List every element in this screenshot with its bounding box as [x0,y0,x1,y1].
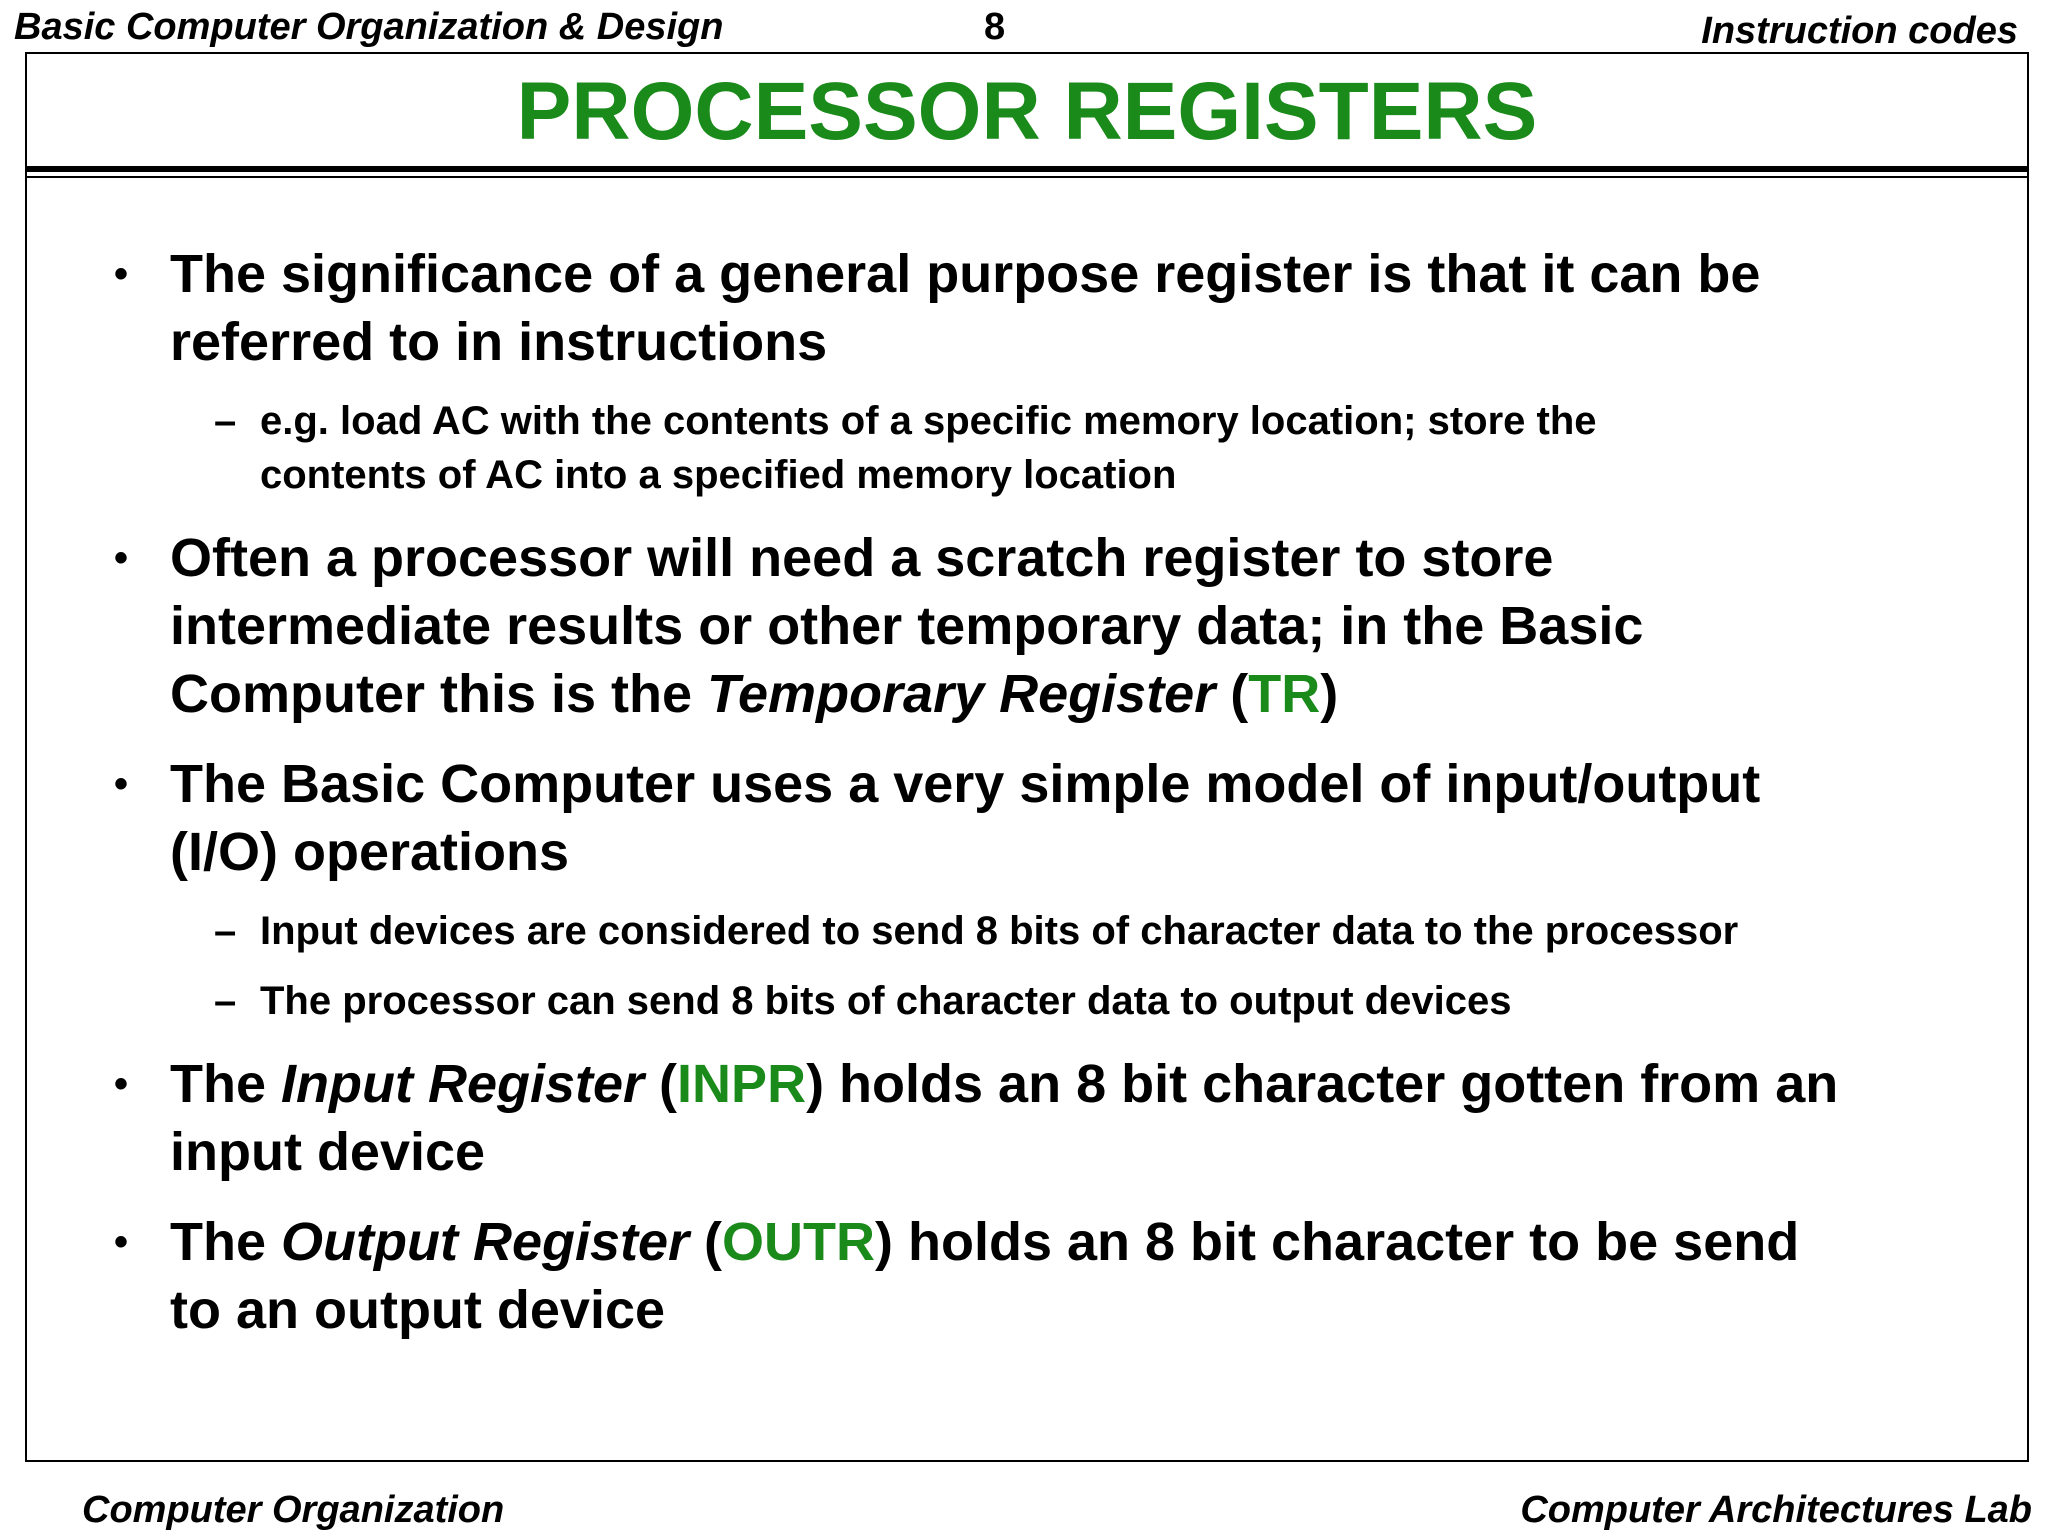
slide-frame [25,52,2029,1462]
bullet-input-register [114,1050,1990,1186]
sub-bullet-line: contents of AC into a specified memory location [260,453,1177,497]
bullet-line: input device [170,1122,486,1182]
bullet-text: The [170,1212,282,1272]
footer-right: Computer Architectures Lab [1520,1489,2032,1531]
sub-bullet-line: e.g. load AC with the contents of a specific memory location; store the [260,399,1597,443]
term-temporary-register: Temporary Register [707,664,1216,724]
sub-bullet-output-devices [214,974,2020,1028]
sub-bullet-input-devices [214,904,2020,958]
bullet-line: The Basic Computer uses a very simple model of input/output [170,754,1761,814]
sub-bullet-dash: – [214,909,237,953]
bullet-text: The [170,1054,282,1114]
sub-bullet-line: The processor can send 8 bits of character data to output devices [260,979,1512,1023]
bullet-output-register [114,1208,1990,1344]
sub-bullet-dash: – [214,399,237,443]
bullet-line: referred to in instructions [170,312,828,372]
header-section-title: Instruction codes [1701,10,2018,52]
bullet-temporary-register [114,524,1990,728]
bullet-line: (I/O) operations [170,822,570,882]
bullet-text: ) [1320,664,1339,724]
bullet-text: ( [644,1054,678,1114]
bullet-line: The significance of a general purpose register is that it can be [170,244,1761,304]
bullet-io-model [114,750,1990,886]
bullet-text: ( [1215,664,1249,724]
term-input-register: Input Register [281,1054,645,1114]
bullet-line [170,1050,1990,1118]
bullet-dot: • [114,1062,129,1106]
footer-left: Computer Organization [82,1489,505,1531]
bullet-line: intermediate results or other temporary data; in the Basic [170,596,1644,656]
bullet-text: ( [689,1212,723,1272]
bullet-dot: • [114,252,129,296]
bullet-dot: • [114,762,129,806]
bullet-dot: • [114,1220,129,1264]
slide-title: PROCESSOR REGISTERS [516,66,1538,157]
bullet-line [170,660,1990,728]
abbr-inpr: INPR [677,1054,807,1114]
term-output-register: Output Register [281,1212,690,1272]
header-course-title: Basic Computer Organization & Design [14,6,724,48]
header-page-number: 8 [984,6,1006,48]
slide-content [27,54,2027,1460]
sub-bullet-dash: – [214,979,237,1023]
abbr-tr: TR [1248,664,1321,724]
bullet-text: ) holds an 8 bit character to be send [875,1212,1800,1272]
bullet-line: Often a processor will need a scratch register to store [170,528,1554,588]
bullet-dot: • [114,536,129,580]
bullet-general-purpose-register [114,240,1990,376]
bullet-text: Computer this is the [170,664,708,724]
abbr-outr: OUTR [722,1212,876,1272]
bullet-text: ) holds an 8 bit character gotten from an [806,1054,1839,1114]
sub-bullet-line: Input devices are considered to send 8 bits of character data to the processor [260,909,1739,953]
bullet-line [170,1208,1990,1276]
sub-bullet-load-ac-example [214,394,2020,502]
bullet-line: to an output device [170,1280,666,1340]
